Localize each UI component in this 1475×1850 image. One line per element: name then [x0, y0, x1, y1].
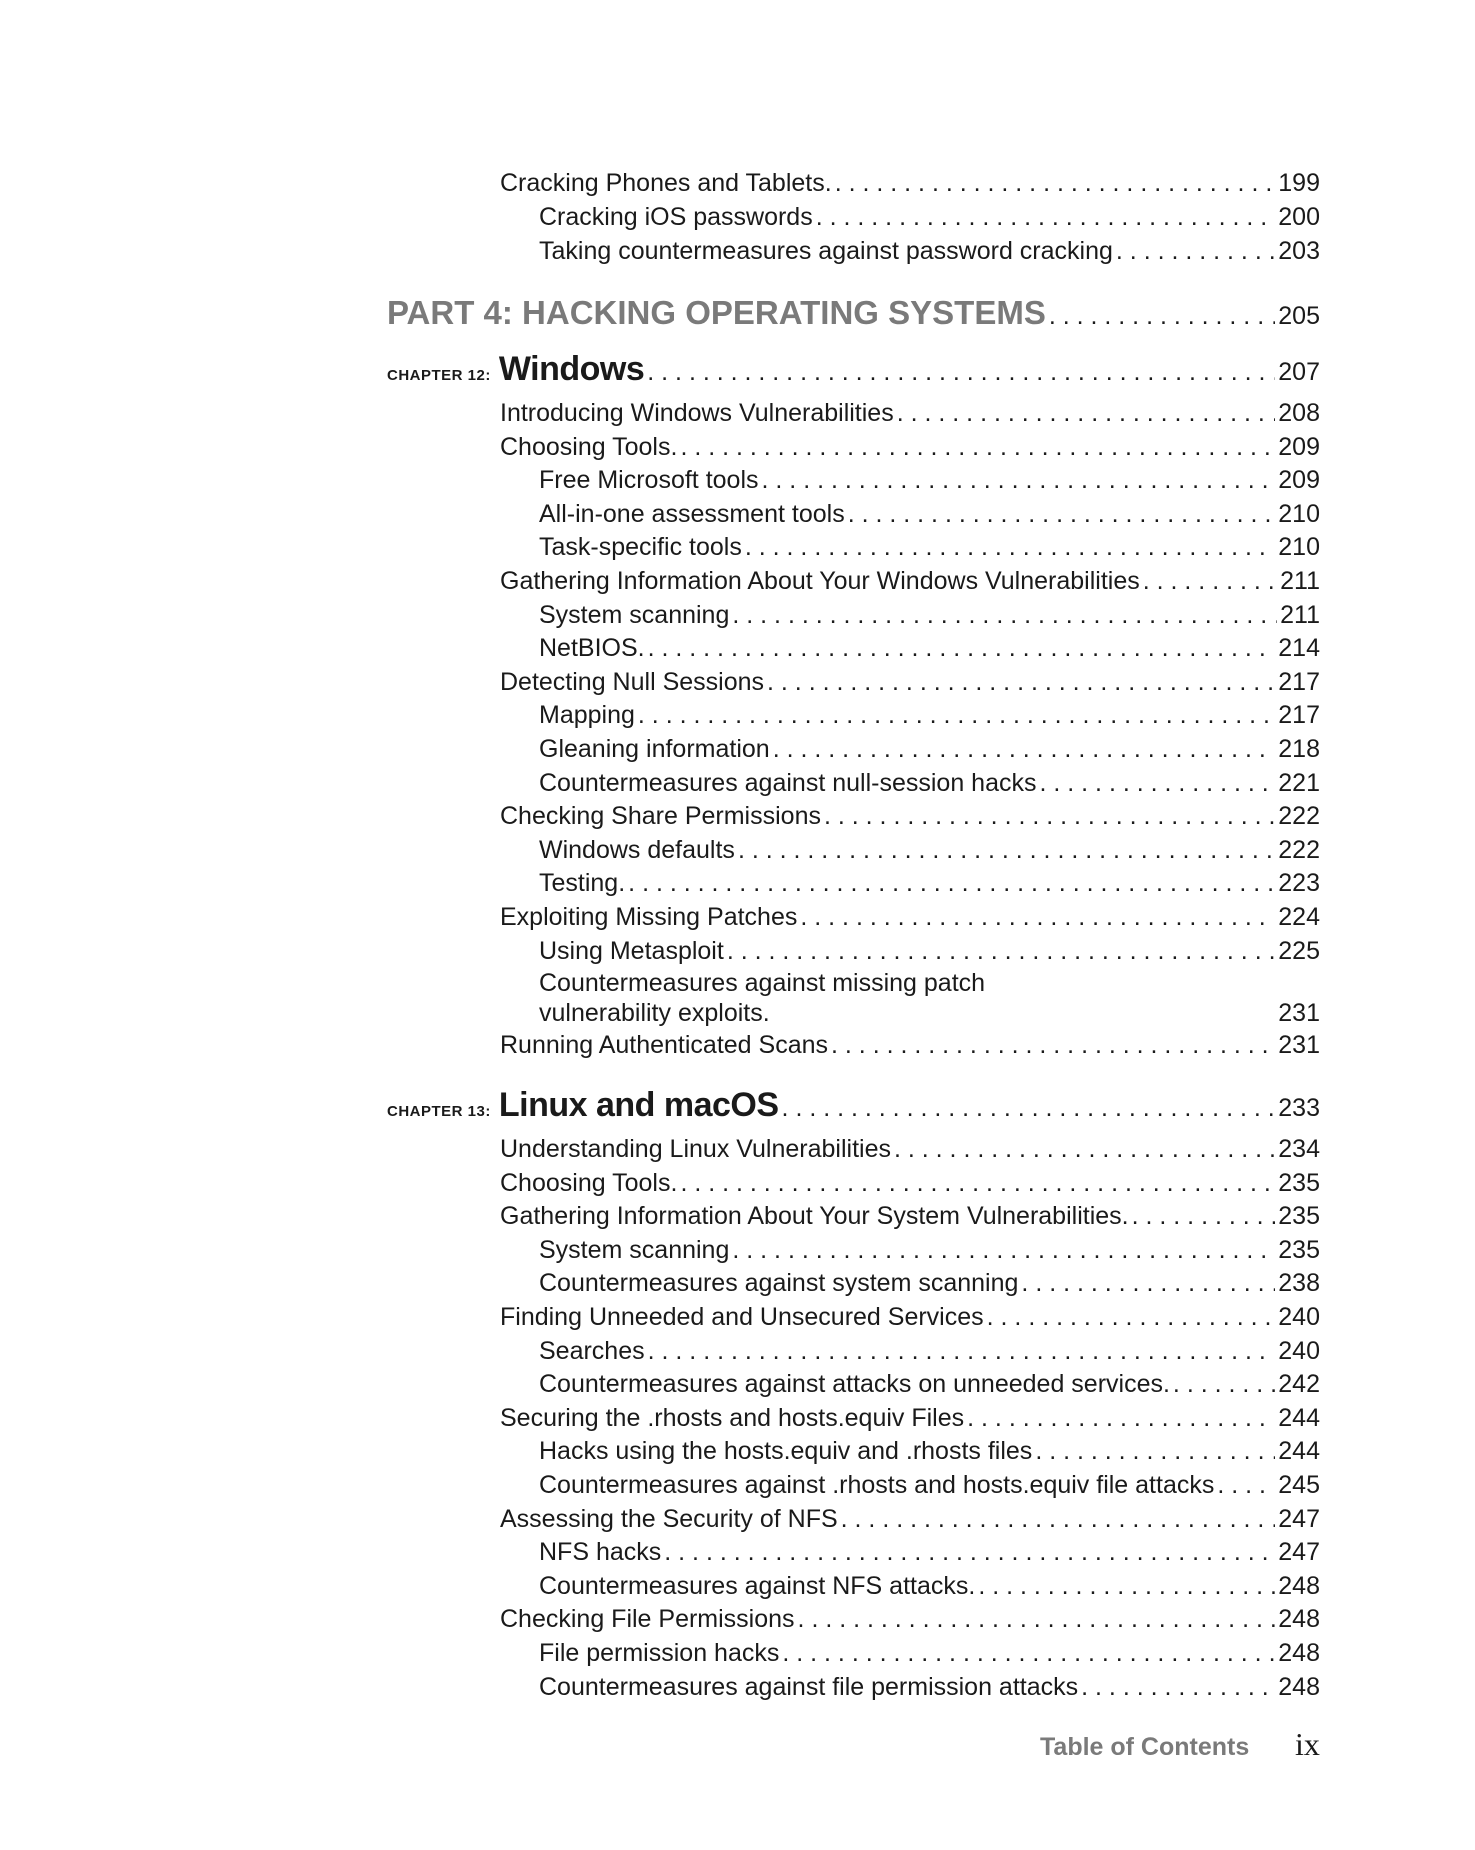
- toc-entry[interactable]: [539, 734, 1320, 764]
- entry-title: System scanning: [539, 1235, 730, 1264]
- entry-page: 217: [1278, 701, 1320, 730]
- entry-page: 225: [1278, 936, 1320, 965]
- entry-page: 248: [1278, 1605, 1320, 1634]
- entry-title: Mapping: [539, 701, 635, 730]
- entry-page: 242: [1278, 1370, 1320, 1399]
- entry-page: 210: [1278, 499, 1320, 528]
- entry-title: Countermeasures against system scanning: [539, 1269, 1019, 1298]
- dot-leader: [767, 667, 1275, 697]
- entry-title: Cracking iOS passwords: [539, 203, 813, 231]
- entry-title-line1: Countermeasures against missing patch: [539, 969, 986, 997]
- dot-leader: [782, 1638, 1275, 1668]
- dot-leader: [978, 1571, 1275, 1601]
- entry-page: 231: [1278, 1031, 1320, 1059]
- entry-page: 211: [1280, 600, 1320, 629]
- dot-leader: [897, 398, 1276, 428]
- dot-leader: [773, 734, 1276, 764]
- dot-leader: [841, 1504, 1276, 1534]
- entry-title: Detecting Null Sessions: [500, 667, 765, 696]
- toc-entry[interactable]: [539, 835, 1320, 865]
- entry-page: 221: [1278, 768, 1320, 797]
- entry-page: 209: [1278, 466, 1320, 495]
- entry-title: Testing.: [539, 869, 626, 898]
- toc-entry[interactable]: [539, 1369, 1320, 1399]
- entry-page: 203: [1278, 237, 1320, 265]
- toc-entry[interactable]: [539, 633, 1320, 663]
- toc-entry[interactable]: [500, 432, 1320, 462]
- entry-page: 235: [1278, 1202, 1320, 1231]
- entry-title: NFS hacks: [539, 1538, 662, 1567]
- entry-page: 223: [1278, 869, 1320, 898]
- toc-entry[interactable]: [539, 936, 1320, 966]
- dot-leader: [894, 1134, 1275, 1164]
- toc-entry[interactable]: [500, 1604, 1320, 1634]
- entry-title: Hacks using the hosts.equiv and .rhosts files: [539, 1437, 1033, 1466]
- entry-page: 222: [1278, 835, 1320, 864]
- entry-page: 210: [1278, 533, 1320, 562]
- entry-title: Free Microsoft tools: [539, 466, 759, 495]
- dot-leader: [664, 1537, 1275, 1567]
- dot-leader: [648, 1336, 1276, 1366]
- toc-entry[interactable]: [539, 768, 1320, 798]
- entry-title: Running Authenticated Scans: [500, 1031, 829, 1059]
- entry-title: Cracking Phones and Tablets.: [500, 169, 832, 197]
- toc-entry[interactable]: [500, 1030, 1320, 1060]
- dot-leader: [738, 835, 1275, 865]
- entry-title: Windows defaults: [539, 835, 735, 864]
- entry-title: Countermeasures against attacks on unneeded services.: [539, 1370, 1170, 1399]
- dot-leader: [638, 700, 1275, 730]
- dot-leader: [628, 868, 1275, 898]
- dot-leader: [1132, 1201, 1276, 1231]
- entry-title: Countermeasures against .rhosts and hosts.equiv file attacks: [539, 1471, 1215, 1499]
- entry-page: 238: [1278, 1269, 1320, 1298]
- entry-title: System scanning: [539, 600, 730, 629]
- entry-page: 211: [1280, 567, 1320, 595]
- dot-leader: [762, 465, 1276, 495]
- chapter-title: Linux and macOS: [498, 1086, 779, 1124]
- toc-entry[interactable]: [539, 868, 1320, 898]
- entry-title: Finding Unneeded and Unsecured Services: [500, 1303, 984, 1331]
- entry-title: Countermeasures against null-session hacks: [539, 768, 1037, 797]
- dot-leader: [680, 432, 1275, 462]
- entry-page: 240: [1278, 1336, 1320, 1365]
- toc-entry[interactable]: [539, 1336, 1320, 1366]
- toc-entry[interactable]: [500, 1134, 1320, 1164]
- entry-page: 214: [1278, 634, 1320, 663]
- dot-leader: [798, 1604, 1276, 1634]
- toc-entry[interactable]: [500, 398, 1320, 428]
- dot-leader: [800, 902, 1275, 932]
- dot-leader: [1049, 302, 1275, 331]
- entry-title: File permission hacks: [539, 1639, 780, 1667]
- entry-page: 235: [1278, 1168, 1320, 1197]
- entry-page: 224: [1278, 903, 1320, 931]
- entry-title: Gathering Information About Your Windows Vulnerabilities: [500, 567, 1140, 595]
- dot-leader: [831, 1030, 1275, 1060]
- entry-title: Introducing Windows Vulnerabilities: [500, 399, 894, 427]
- entry-title-line2: vulnerability exploits.: [539, 999, 770, 1027]
- part-title: PART 4: HACKING OPERATING SYSTEMS: [387, 294, 1046, 331]
- dot-leader: [1021, 1268, 1275, 1298]
- dot-leader: [816, 202, 1276, 232]
- dot-leader: [732, 1235, 1275, 1265]
- chapter-label: CHAPTER 13:: [387, 1103, 491, 1120]
- toc-entry[interactable]: [539, 1235, 1320, 1265]
- dot-leader: [680, 1168, 1275, 1198]
- entry-page: 247: [1278, 1538, 1320, 1567]
- toc-entry[interactable]: [539, 1672, 1320, 1702]
- toc-entry[interactable]: [539, 1571, 1320, 1601]
- toc-entry[interactable]: [539, 1268, 1320, 1298]
- toc-entry[interactable]: [500, 1504, 1320, 1534]
- dot-leader: [848, 499, 1276, 529]
- toc-entry[interactable]: [500, 566, 1320, 596]
- chapter-title: Windows: [498, 350, 645, 388]
- entry-title: Checking File Permissions: [500, 1605, 795, 1634]
- dot-leader: [648, 633, 1276, 663]
- toc-entry[interactable]: [539, 236, 1320, 266]
- toc-entry-multiline[interactable]: [539, 968, 1320, 1028]
- entry-page: 247: [1278, 1504, 1320, 1533]
- chapter-heading-13[interactable]: [387, 1086, 1320, 1125]
- toc-entry[interactable]: [539, 1470, 1320, 1500]
- toc-entry[interactable]: [539, 465, 1320, 495]
- entry-title: Choosing Tools.: [500, 432, 678, 461]
- toc-entry[interactable]: [500, 168, 1320, 198]
- entry-page: 209: [1278, 432, 1320, 461]
- dot-leader: [732, 600, 1277, 630]
- dot-leader: [1143, 566, 1277, 596]
- toc-entry[interactable]: [500, 1201, 1320, 1231]
- entry-page: 222: [1278, 802, 1320, 831]
- entry-title: Searches: [539, 1336, 645, 1365]
- dot-leader: [967, 1403, 1275, 1433]
- entry-title: Gathering Information About Your System Vulnerabilities.: [500, 1202, 1129, 1231]
- part-page: 205: [1278, 302, 1320, 330]
- entry-title: Taking countermeasures against password cracking: [539, 237, 1113, 265]
- entry-page: 245: [1278, 1471, 1320, 1499]
- part-heading[interactable]: [387, 294, 1320, 332]
- dot-leader: [1035, 1436, 1275, 1466]
- toc-entry[interactable]: [500, 667, 1320, 697]
- dot-leader: [745, 532, 1275, 562]
- toc-entry[interactable]: [539, 202, 1320, 232]
- entry-title: Understanding Linux Vulnerabilities: [500, 1135, 891, 1163]
- dot-leader: [727, 936, 1275, 966]
- entry-title: Countermeasures against NFS attacks.: [539, 1571, 976, 1600]
- entry-title: Securing the .rhosts and hosts.equiv Files: [500, 1403, 965, 1432]
- dot-leader: [1081, 1672, 1275, 1702]
- toc-entry[interactable]: [500, 801, 1320, 831]
- entry-title: Assessing the Security of NFS: [500, 1504, 838, 1533]
- entry-page: 231: [1278, 999, 1320, 1027]
- footer-page-number: ix: [1295, 1726, 1320, 1762]
- toc-entry[interactable]: [539, 499, 1320, 529]
- toc-entry[interactable]: [500, 1302, 1320, 1332]
- toc-entry[interactable]: [539, 1537, 1320, 1567]
- toc-entry[interactable]: [539, 700, 1320, 730]
- entry-title: Task-specific tools: [539, 533, 742, 562]
- entry-title: Choosing Tools.: [500, 1168, 678, 1197]
- entry-title: Exploiting Missing Patches: [500, 903, 798, 931]
- chapter-heading-12[interactable]: [387, 350, 1320, 389]
- entry-page: 240: [1278, 1303, 1320, 1331]
- toc-entry[interactable]: [500, 1168, 1320, 1198]
- entry-page: 208: [1278, 399, 1320, 427]
- toc-entry[interactable]: [539, 1436, 1320, 1466]
- dot-leader: [782, 1094, 1276, 1123]
- entry-title: Gleaning information: [539, 735, 770, 763]
- dot-leader: [1039, 768, 1275, 798]
- toc-entry[interactable]: [539, 600, 1320, 630]
- chapter-label: CHAPTER 12:: [387, 367, 491, 384]
- entry-title: Checking Share Permissions: [500, 802, 821, 831]
- entry-page: 248: [1278, 1672, 1320, 1701]
- chapter-page: 207: [1278, 358, 1320, 386]
- entry-title: Countermeasures against file permission attacks: [539, 1672, 1079, 1701]
- toc-entry[interactable]: [500, 902, 1320, 932]
- entry-title: Using Metasploit: [539, 936, 724, 965]
- entry-page: 200: [1278, 203, 1320, 231]
- toc-entry[interactable]: [539, 1638, 1320, 1668]
- entry-title: All-in-one assessment tools: [539, 499, 845, 528]
- chapter-page: 233: [1278, 1094, 1320, 1122]
- entry-title: NetBIOS.: [539, 634, 645, 663]
- entry-page: 248: [1278, 1639, 1320, 1667]
- entry-page: 235: [1278, 1235, 1320, 1264]
- entry-page: 218: [1278, 735, 1320, 763]
- dot-leader: [987, 1302, 1276, 1332]
- dot-leader: [647, 358, 1275, 387]
- entry-page: 248: [1278, 1571, 1320, 1600]
- entry-page: 217: [1278, 667, 1320, 696]
- dot-leader: [1116, 236, 1275, 266]
- dot-leader: [1173, 1369, 1275, 1399]
- entry-page: 244: [1278, 1437, 1320, 1466]
- dot-leader: [1217, 1470, 1275, 1500]
- dot-leader: [835, 168, 1276, 198]
- footer-section-label: Table of Contents: [1040, 1733, 1250, 1761]
- dot-leader: [824, 801, 1275, 831]
- entry-page: 244: [1278, 1403, 1320, 1432]
- entry-page: 199: [1278, 169, 1320, 197]
- toc-entry[interactable]: [539, 532, 1320, 562]
- entry-page: 234: [1278, 1135, 1320, 1163]
- toc-entry[interactable]: [500, 1403, 1320, 1433]
